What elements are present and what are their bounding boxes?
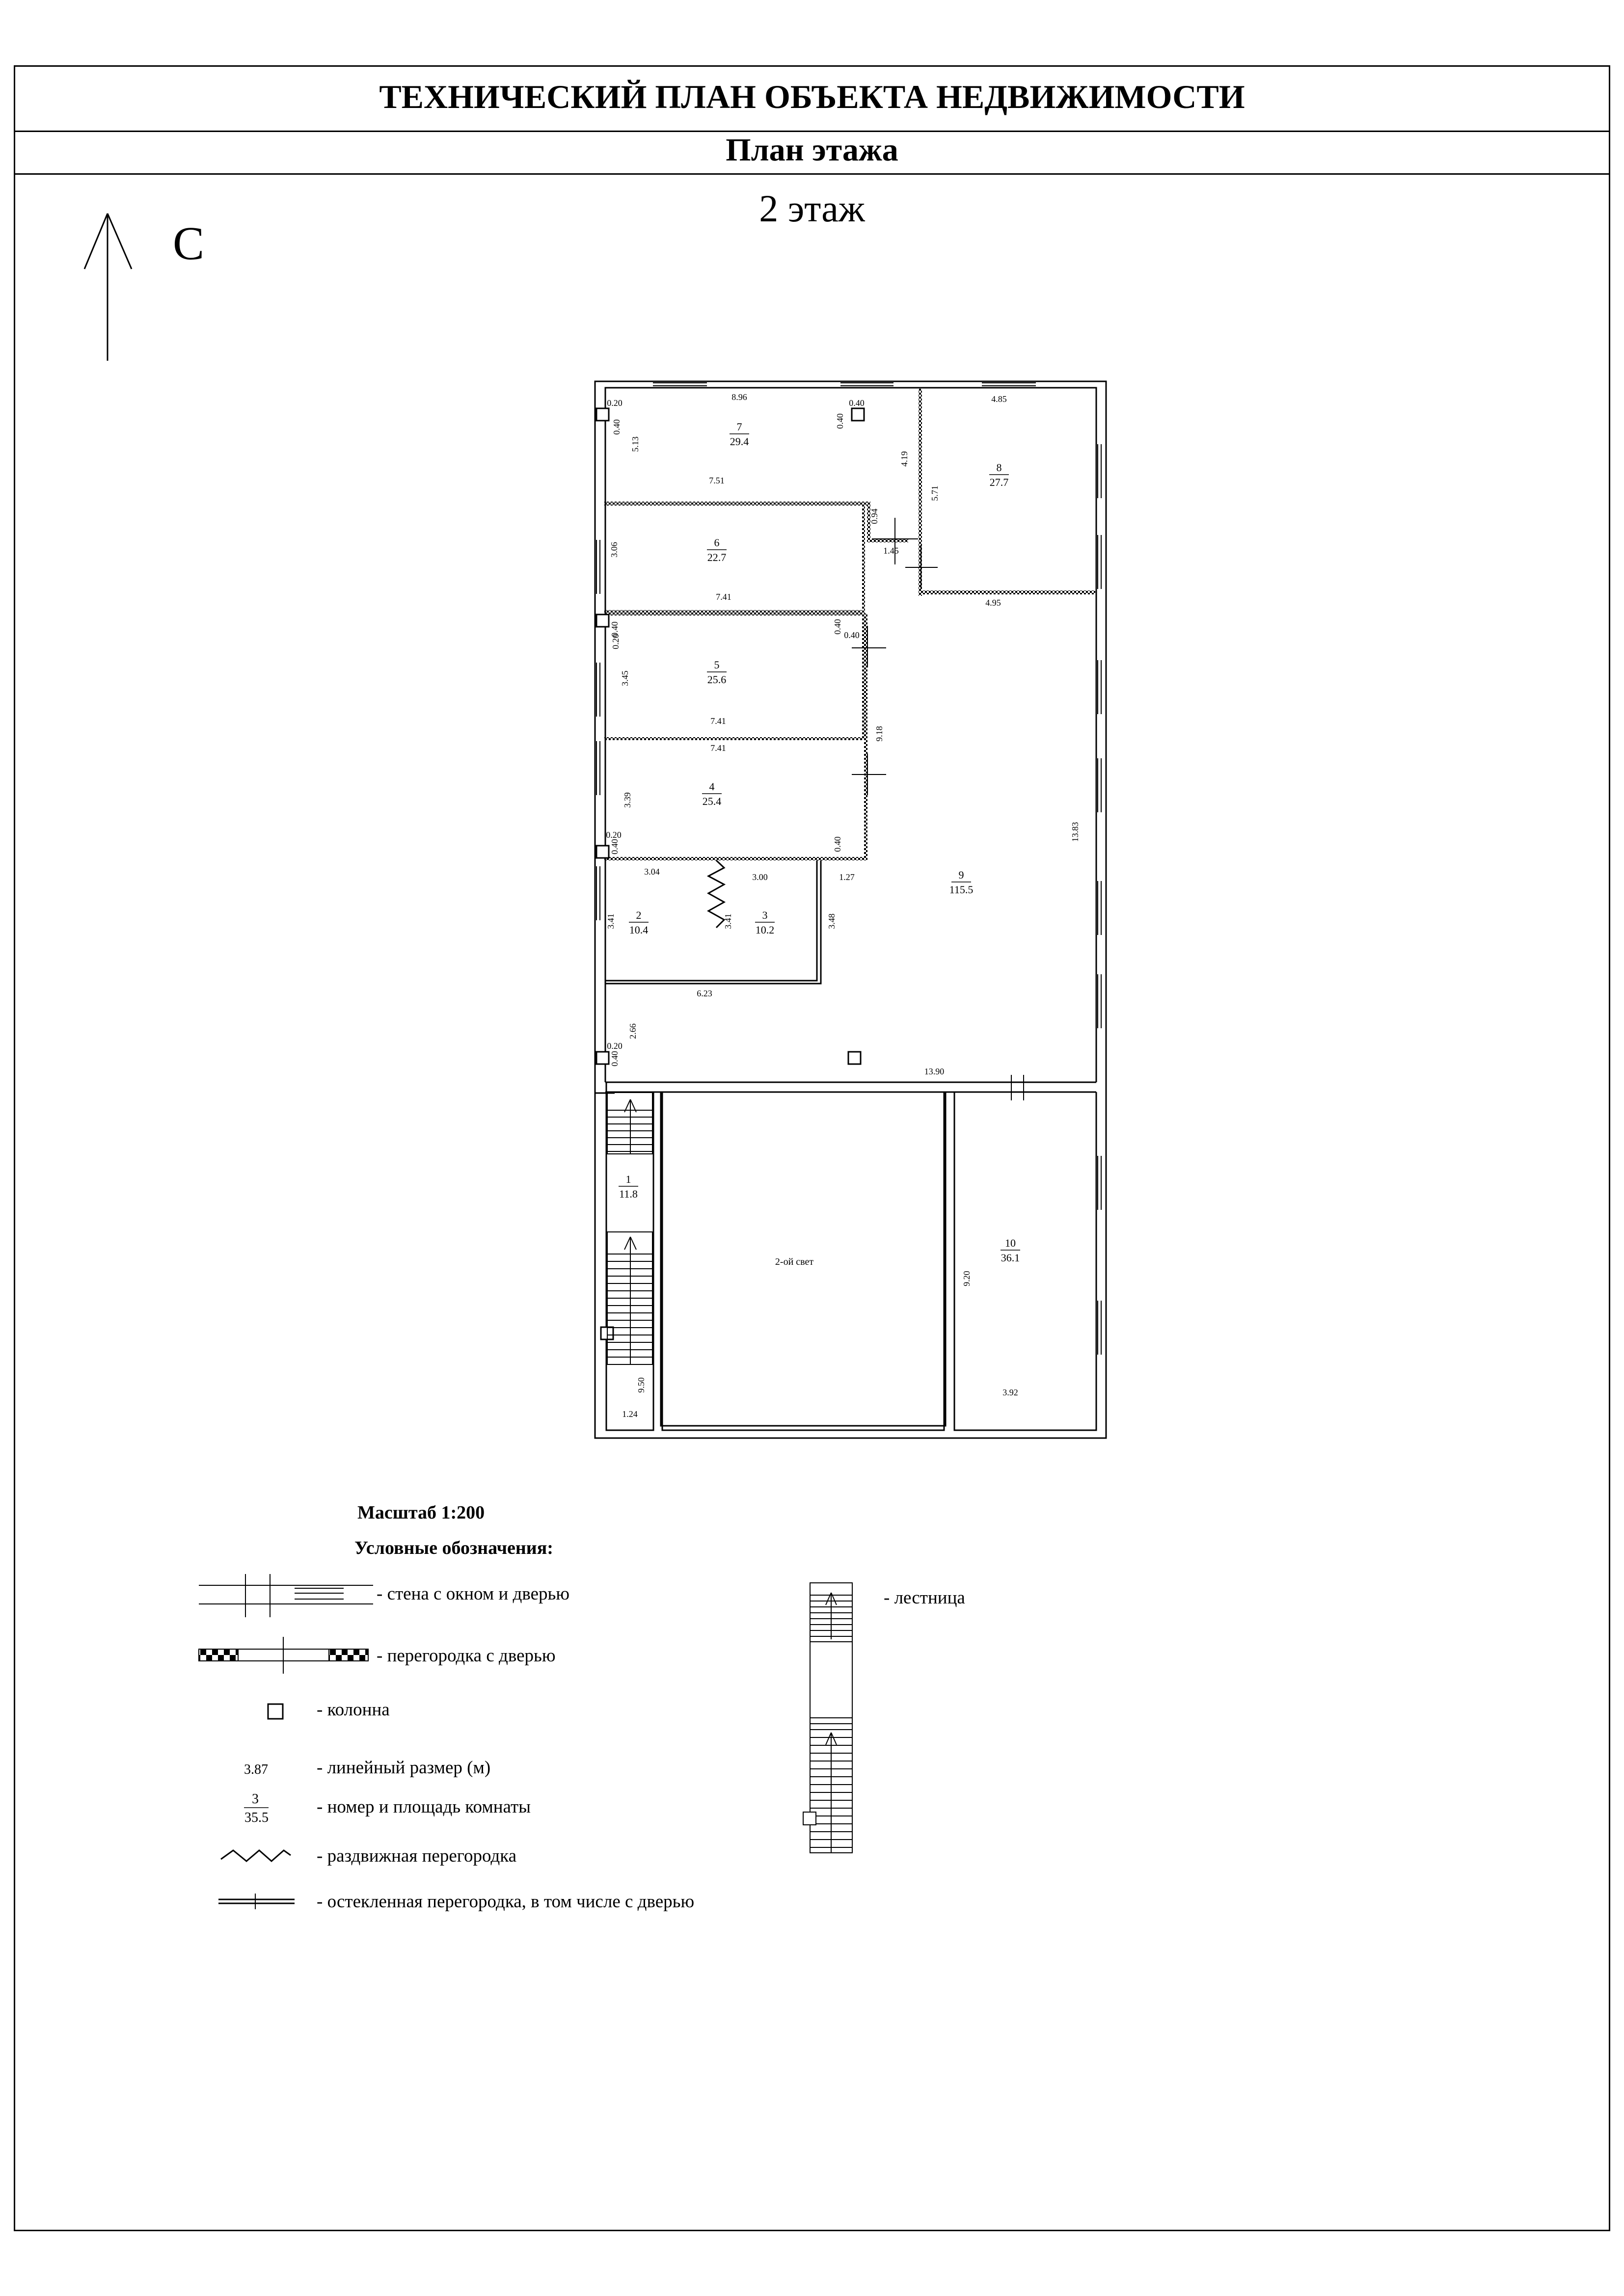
legend-column-label: - колонна: [317, 1700, 390, 1720]
legend-stairs-icon: [803, 1583, 852, 1853]
room-number: 8: [996, 461, 1002, 474]
legend-glass-label: - остекленная перегородка, в том числе с дверью: [317, 1892, 695, 1912]
floor-title: 2 этаж: [759, 187, 865, 230]
dimension-label: 1.24: [622, 1409, 638, 1419]
room-number: 5: [714, 659, 720, 671]
dimension-label: 3.45: [620, 670, 630, 686]
dimension-label: 4.19: [899, 451, 909, 467]
dimension-label: 4.85: [991, 394, 1007, 404]
dimension-label: 2.66: [628, 1023, 638, 1039]
plan-title: План этажа: [726, 132, 898, 168]
room-area: 10.4: [629, 924, 649, 936]
room-area: 27.7: [989, 476, 1009, 488]
dimension-label: 5.71: [930, 485, 940, 501]
dimension-label: 7.41: [710, 716, 726, 726]
dimension-label: 4.95: [985, 598, 1001, 608]
legend-dimension-label: - линейный размер (м): [317, 1758, 491, 1778]
legend-room-number: 3: [252, 1791, 259, 1807]
dimension-label: 0.40: [610, 839, 620, 854]
north-label: С: [173, 217, 205, 269]
legend-sliding-label: - раздвижная перегородка: [317, 1846, 517, 1866]
room-number: 3: [762, 909, 768, 921]
dimension-label: 5.13: [630, 436, 640, 452]
dimension-label: 3.00: [752, 872, 768, 882]
dimension-label: 3.06: [609, 542, 619, 558]
room-area: 115.5: [949, 883, 974, 896]
room-number: 7: [736, 421, 742, 433]
legend-glass-icon: [218, 1894, 295, 1909]
dimension-label: 0.40: [849, 398, 865, 408]
legend-stairs-label: - лестница: [884, 1588, 965, 1608]
legend-partition-icon: [199, 1637, 368, 1674]
dimension-label: 3.04: [644, 867, 660, 877]
room-area: 25.4: [702, 795, 722, 807]
dimension-label: 0.20: [606, 830, 622, 840]
dimension-label: 1.45: [883, 546, 899, 556]
room-number: 1: [625, 1173, 631, 1185]
dimension-label: 0.40: [835, 413, 845, 429]
dimension-label: 3.48: [827, 913, 837, 929]
room-area: 36.1: [1001, 1252, 1020, 1264]
room-area: 29.4: [730, 435, 749, 448]
room-number: 9: [958, 869, 964, 881]
dimension-label: 0.20: [611, 634, 621, 649]
dimension-label: 1.27: [839, 872, 855, 882]
dimension-label: 0.40: [612, 419, 622, 435]
document-title: ТЕХНИЧЕСКИЙ ПЛАН ОБЪЕКТА НЕДВИЖИМОСТИ: [379, 78, 1245, 115]
dimension-label: 13.83: [1070, 822, 1080, 842]
room-number: 6: [714, 536, 720, 549]
dimension-label: 13.90: [924, 1067, 945, 1076]
room-number: 2: [636, 909, 642, 921]
legend-wall-icon: [199, 1574, 373, 1617]
dimension-label: 9.50: [636, 1377, 646, 1393]
dimension-label: 8.96: [731, 392, 747, 402]
dimension-label: 0.40: [610, 1051, 620, 1067]
dimension-label: 3.41: [606, 913, 616, 929]
scale-label: Масштаб 1:200: [357, 1502, 485, 1523]
dimension-label: 0.20: [607, 398, 623, 408]
room-area: 10.2: [755, 924, 775, 936]
dimension-label: 7.51: [709, 476, 725, 485]
legend-dimension-example: 3.87: [244, 1762, 268, 1777]
legend-column-icon: [268, 1704, 283, 1719]
double-height-void-label: 2-ой свет: [775, 1256, 814, 1267]
dimension-label: 0.20: [607, 1041, 623, 1051]
legend-sliding-icon: [221, 1850, 291, 1861]
room-area: 25.6: [707, 673, 727, 686]
dimension-label: 0.40: [610, 621, 620, 637]
dimension-label: 7.41: [716, 592, 731, 602]
dimension-label: 3.39: [623, 792, 632, 808]
dimension-label: 0.40: [833, 619, 842, 635]
room-number: 10: [1005, 1237, 1016, 1249]
legend-partition-label: - перегородка с дверью: [377, 1646, 556, 1666]
dimension-label: 3.41: [723, 913, 733, 929]
dimension-label: 0.40: [844, 630, 860, 640]
dimension-label: 9.20: [962, 1271, 972, 1286]
dimension-label: 0.40: [833, 836, 842, 852]
room-area: 22.7: [707, 551, 727, 563]
legend-room-area: 35.5: [244, 1810, 269, 1825]
room-number: 4: [709, 780, 715, 793]
dimension-label: 6.23: [697, 988, 712, 998]
dimension-label: 0.94: [869, 508, 879, 524]
dimension-label: 9.18: [874, 726, 884, 742]
legend-wall-label: - стена с окном и дверью: [377, 1584, 570, 1604]
dimension-label: 7.41: [710, 743, 726, 753]
legend-title: Условные обозначения:: [354, 1538, 553, 1558]
room-area: 11.8: [619, 1188, 638, 1200]
dimension-label: 3.92: [1002, 1388, 1018, 1397]
legend-room-label: - номер и площадь комнаты: [317, 1797, 531, 1817]
